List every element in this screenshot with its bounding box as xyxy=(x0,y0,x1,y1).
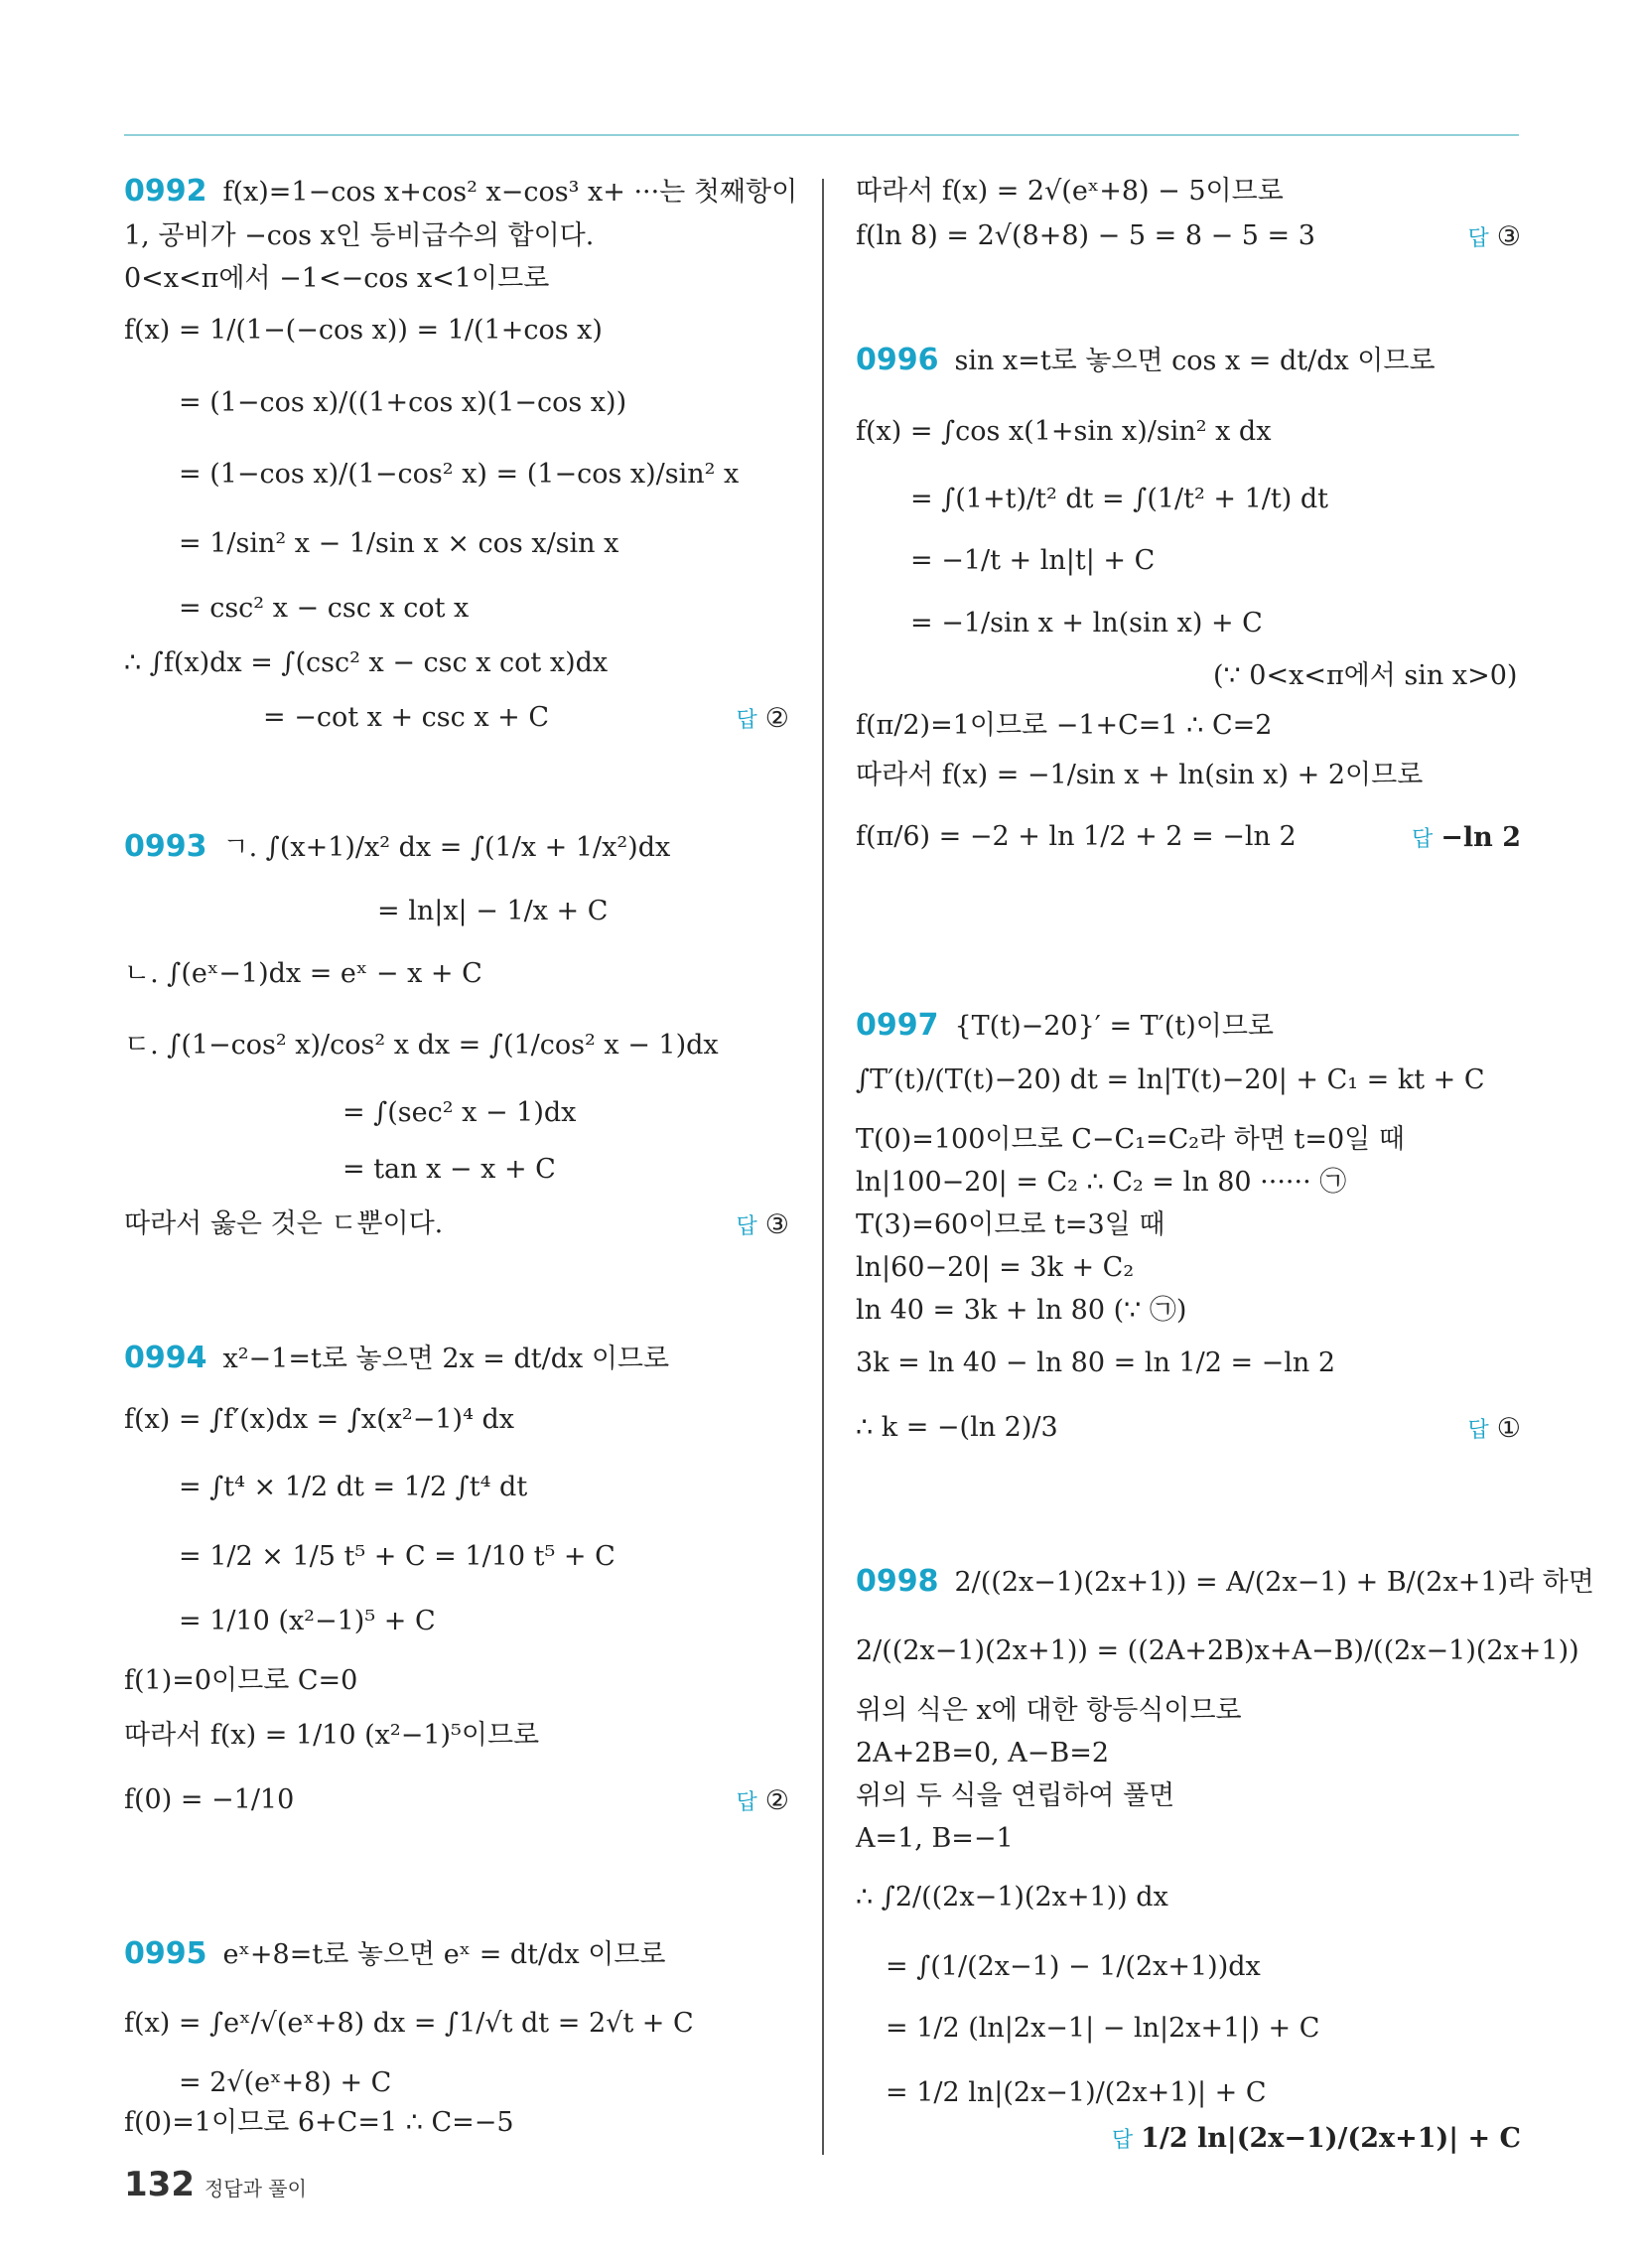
problem-number: 0997 xyxy=(856,1008,939,1043)
solution-line: 2/((2x−1)(2x+1)) = ((2A+2B)x+A−B)/((2x−1)(2x+1)) xyxy=(856,1635,1579,1666)
problem-number: 0993 xyxy=(124,829,207,864)
solution-line: ㄷ. ∫(1−cos² x)/cos² x dx = ∫(1/cos² x − 1)dx xyxy=(124,1030,719,1061)
solution-line: ln|60−20| = 3k + C₂ xyxy=(856,1252,1135,1283)
solution-line: ㄱ. ∫(x+1)/x² dx = ∫(1/x + 1/x²)dx xyxy=(222,832,671,863)
solution-line: = −1/sin x + ln(sin x) + C xyxy=(910,608,1263,638)
answer-value: ③ xyxy=(1496,221,1521,252)
column-divider xyxy=(822,179,824,2155)
solution-line: f(x) = ∫eˣ/√(eˣ+8) dx = ∫1/√t dt = 2√t + C xyxy=(124,2008,694,2039)
answer-tag: 답 xyxy=(1111,2128,1134,2153)
answer-value: ③ xyxy=(764,1209,789,1240)
answer xyxy=(1468,221,1521,252)
solution-line: 따라서 옳은 것은 ㄷ뿐이다. xyxy=(124,1208,444,1239)
solution-line: eˣ+8=t로 놓으면 eˣ = dt/dx 이므로 xyxy=(222,1939,666,1970)
answer-tag: 답 xyxy=(736,708,757,733)
solution-line: = ∫t⁴ × 1/2 dt = 1/2 ∫t⁴ dt xyxy=(179,1472,528,1502)
solution-line: 위의 두 식을 연립하여 풀면 xyxy=(856,1780,1175,1811)
answer xyxy=(737,1785,789,1816)
solution-line: ln 40 = 3k + ln 80 (∵ ㉠) xyxy=(856,1295,1187,1326)
solution-line: T(0)=100이므로 C−C₁=C₂라 하면 t=0일 때 xyxy=(856,1124,1405,1155)
solution-line: 2A+2B=0, A−B=2 xyxy=(856,1738,1110,1769)
solution-line: 위의 식은 x에 대한 항등식이므로 xyxy=(856,1695,1242,1726)
solution-line: 1, 공비가 −cos x인 등비급수의 합이다. xyxy=(124,220,595,251)
answer-tag: 답 xyxy=(736,1214,757,1239)
solution-line: ∴ k = −(ln 2)/3 xyxy=(856,1412,1058,1443)
solution-line: ∴ ∫f(x)dx = ∫(csc² x − csc x cot x)dx xyxy=(124,647,609,678)
solution-line: f(x) = 1/(1−(−cos x)) = 1/(1+cos x) xyxy=(124,315,603,346)
answer-value: ② xyxy=(764,703,789,734)
problem-number: 0998 xyxy=(856,1564,939,1599)
solution-line: = 1/2 × 1/5 t⁵ + C = 1/10 t⁵ + C xyxy=(179,1541,616,1572)
solution-line: f(x) = ∫f′(x)dx = ∫x(x²−1)⁴ dx xyxy=(124,1404,514,1435)
solution-line: A=1, B=−1 xyxy=(856,1823,1014,1854)
solution-line: = ∫(1/(2x−1) − 1/(2x+1))dx xyxy=(886,1951,1261,1982)
solution-line: T(3)=60이므로 t=3일 때 xyxy=(856,1209,1165,1240)
solution-line: = (1−cos x)/(1−cos² x) = (1−cos x)/sin² x xyxy=(179,459,740,490)
answer xyxy=(1112,2123,1521,2154)
answer xyxy=(737,1209,789,1240)
problem-number: 0996 xyxy=(856,343,939,377)
answer-tag: 답 xyxy=(1467,226,1489,251)
solution-line: f(0) = −1/10 xyxy=(124,1784,295,1815)
solution-line: ∴ ∫2/((2x−1)(2x+1)) dx xyxy=(856,1882,1168,1913)
solution-line: = (1−cos x)/((1+cos x)(1−cos x)) xyxy=(179,387,627,418)
solution-line: = 1/sin² x − 1/sin x × cos x/sin x xyxy=(179,528,619,559)
solution-line: = ∫(1+t)/t² dt = ∫(1/t² + 1/t) dt xyxy=(910,484,1328,514)
page-footer xyxy=(124,2165,307,2204)
answer-tag: 답 xyxy=(1467,1418,1489,1443)
solution-line: f(x) = ∫cos x(1+sin x)/sin² x dx xyxy=(856,416,1272,447)
solution-line: = 2√(eˣ+8) + C xyxy=(179,2067,392,2098)
problem-number: 0992 xyxy=(124,174,207,209)
solution-line: = ln|x| − 1/x + C xyxy=(377,896,609,926)
page-number: 132 xyxy=(124,2165,195,2204)
solution-line: = tan x − x + C xyxy=(342,1154,556,1185)
solution-line: f(π/2)=1이므로 −1+C=1 ∴ C=2 xyxy=(856,710,1273,741)
solution-line: f(ln 8) = 2√(8+8) − 5 = 8 − 5 = 3 xyxy=(856,220,1315,251)
top-rule xyxy=(124,134,1519,136)
answer-tag: 답 xyxy=(736,1790,757,1815)
solution-line: = ∫(sec² x − 1)dx xyxy=(342,1097,577,1128)
solution-line: ㄴ. ∫(eˣ−1)dx = eˣ − x + C xyxy=(124,958,482,989)
solution-line: 따라서 f(x) = 2√(eˣ+8) − 5이므로 xyxy=(856,176,1284,207)
solution-line: sin x=t로 놓으면 cos x = dt/dx 이므로 xyxy=(954,346,1436,376)
solution-line: 따라서 f(x) = 1/10 (x²−1)⁵이므로 xyxy=(124,1720,540,1751)
answer-value: ② xyxy=(764,1785,789,1816)
problem-number: 0995 xyxy=(124,1936,207,1971)
solution-line: 2/((2x−1)(2x+1)) = A/(2x−1) + B/(2x+1)라 하면 xyxy=(954,1567,1594,1598)
solution-line: = 1/2 ln|(2x−1)/(2x+1)| + C xyxy=(886,2077,1267,2108)
solution-line: (∵ 0<x<π에서 sin x>0) xyxy=(1213,660,1518,691)
answer-value: 1/2 ln|(2x−1)/(2x+1)| + C xyxy=(1141,2123,1521,2154)
solution-line: {T(t)−20}′ = T′(t)이므로 xyxy=(954,1011,1274,1042)
solution-line: 0<x<π에서 −1<−cos x<1이므로 xyxy=(124,263,550,294)
answer-value: ① xyxy=(1496,1413,1521,1444)
solution-line: 따라서 f(x) = −1/sin x + ln(sin x) + 2이므로 xyxy=(856,760,1424,790)
footer-label: 정답과 풀이 xyxy=(204,2177,307,2200)
solution-line: f(x)=1−cos x+cos² x−cos³ x+ ···는 첫째항이 xyxy=(222,177,798,208)
solution-line: f(π/6) = −2 + ln 1/2 + 2 = −ln 2 xyxy=(856,821,1297,852)
solution-line: x²−1=t로 놓으면 2x = dt/dx 이므로 xyxy=(222,1344,670,1374)
answer-value: −ln 2 xyxy=(1440,822,1521,853)
solution-line: = 1/10 (x²−1)⁵ + C xyxy=(179,1606,436,1636)
answer xyxy=(1468,1413,1521,1444)
solution-line: f(0)=1이므로 6+C=1 ∴ C=−5 xyxy=(124,2107,514,2138)
solution-line: = −cot x + csc x + C xyxy=(263,702,550,733)
solution-line: = 1/2 (ln|2x−1| − ln|2x+1|) + C xyxy=(886,2013,1320,2044)
solution-line: = −1/t + ln|t| + C xyxy=(910,545,1156,576)
answer xyxy=(737,703,789,734)
solution-line: ln|100−20| = C₂ ∴ C₂ = ln 80 ······ ㉠ xyxy=(856,1167,1347,1198)
problem-number: 0994 xyxy=(124,1341,207,1375)
solution-line: f(1)=0이므로 C=0 xyxy=(124,1665,358,1696)
answer xyxy=(1412,822,1521,853)
solution-line: ∫T′(t)/(T(t)−20) dt = ln|T(t)−20| + C₁ = kt + C xyxy=(856,1064,1485,1095)
solution-line: 3k = ln 40 − ln 80 = ln 1/2 = −ln 2 xyxy=(856,1347,1336,1378)
solution-line: = csc² x − csc x cot x xyxy=(179,593,470,624)
answer-tag: 답 xyxy=(1412,827,1434,852)
